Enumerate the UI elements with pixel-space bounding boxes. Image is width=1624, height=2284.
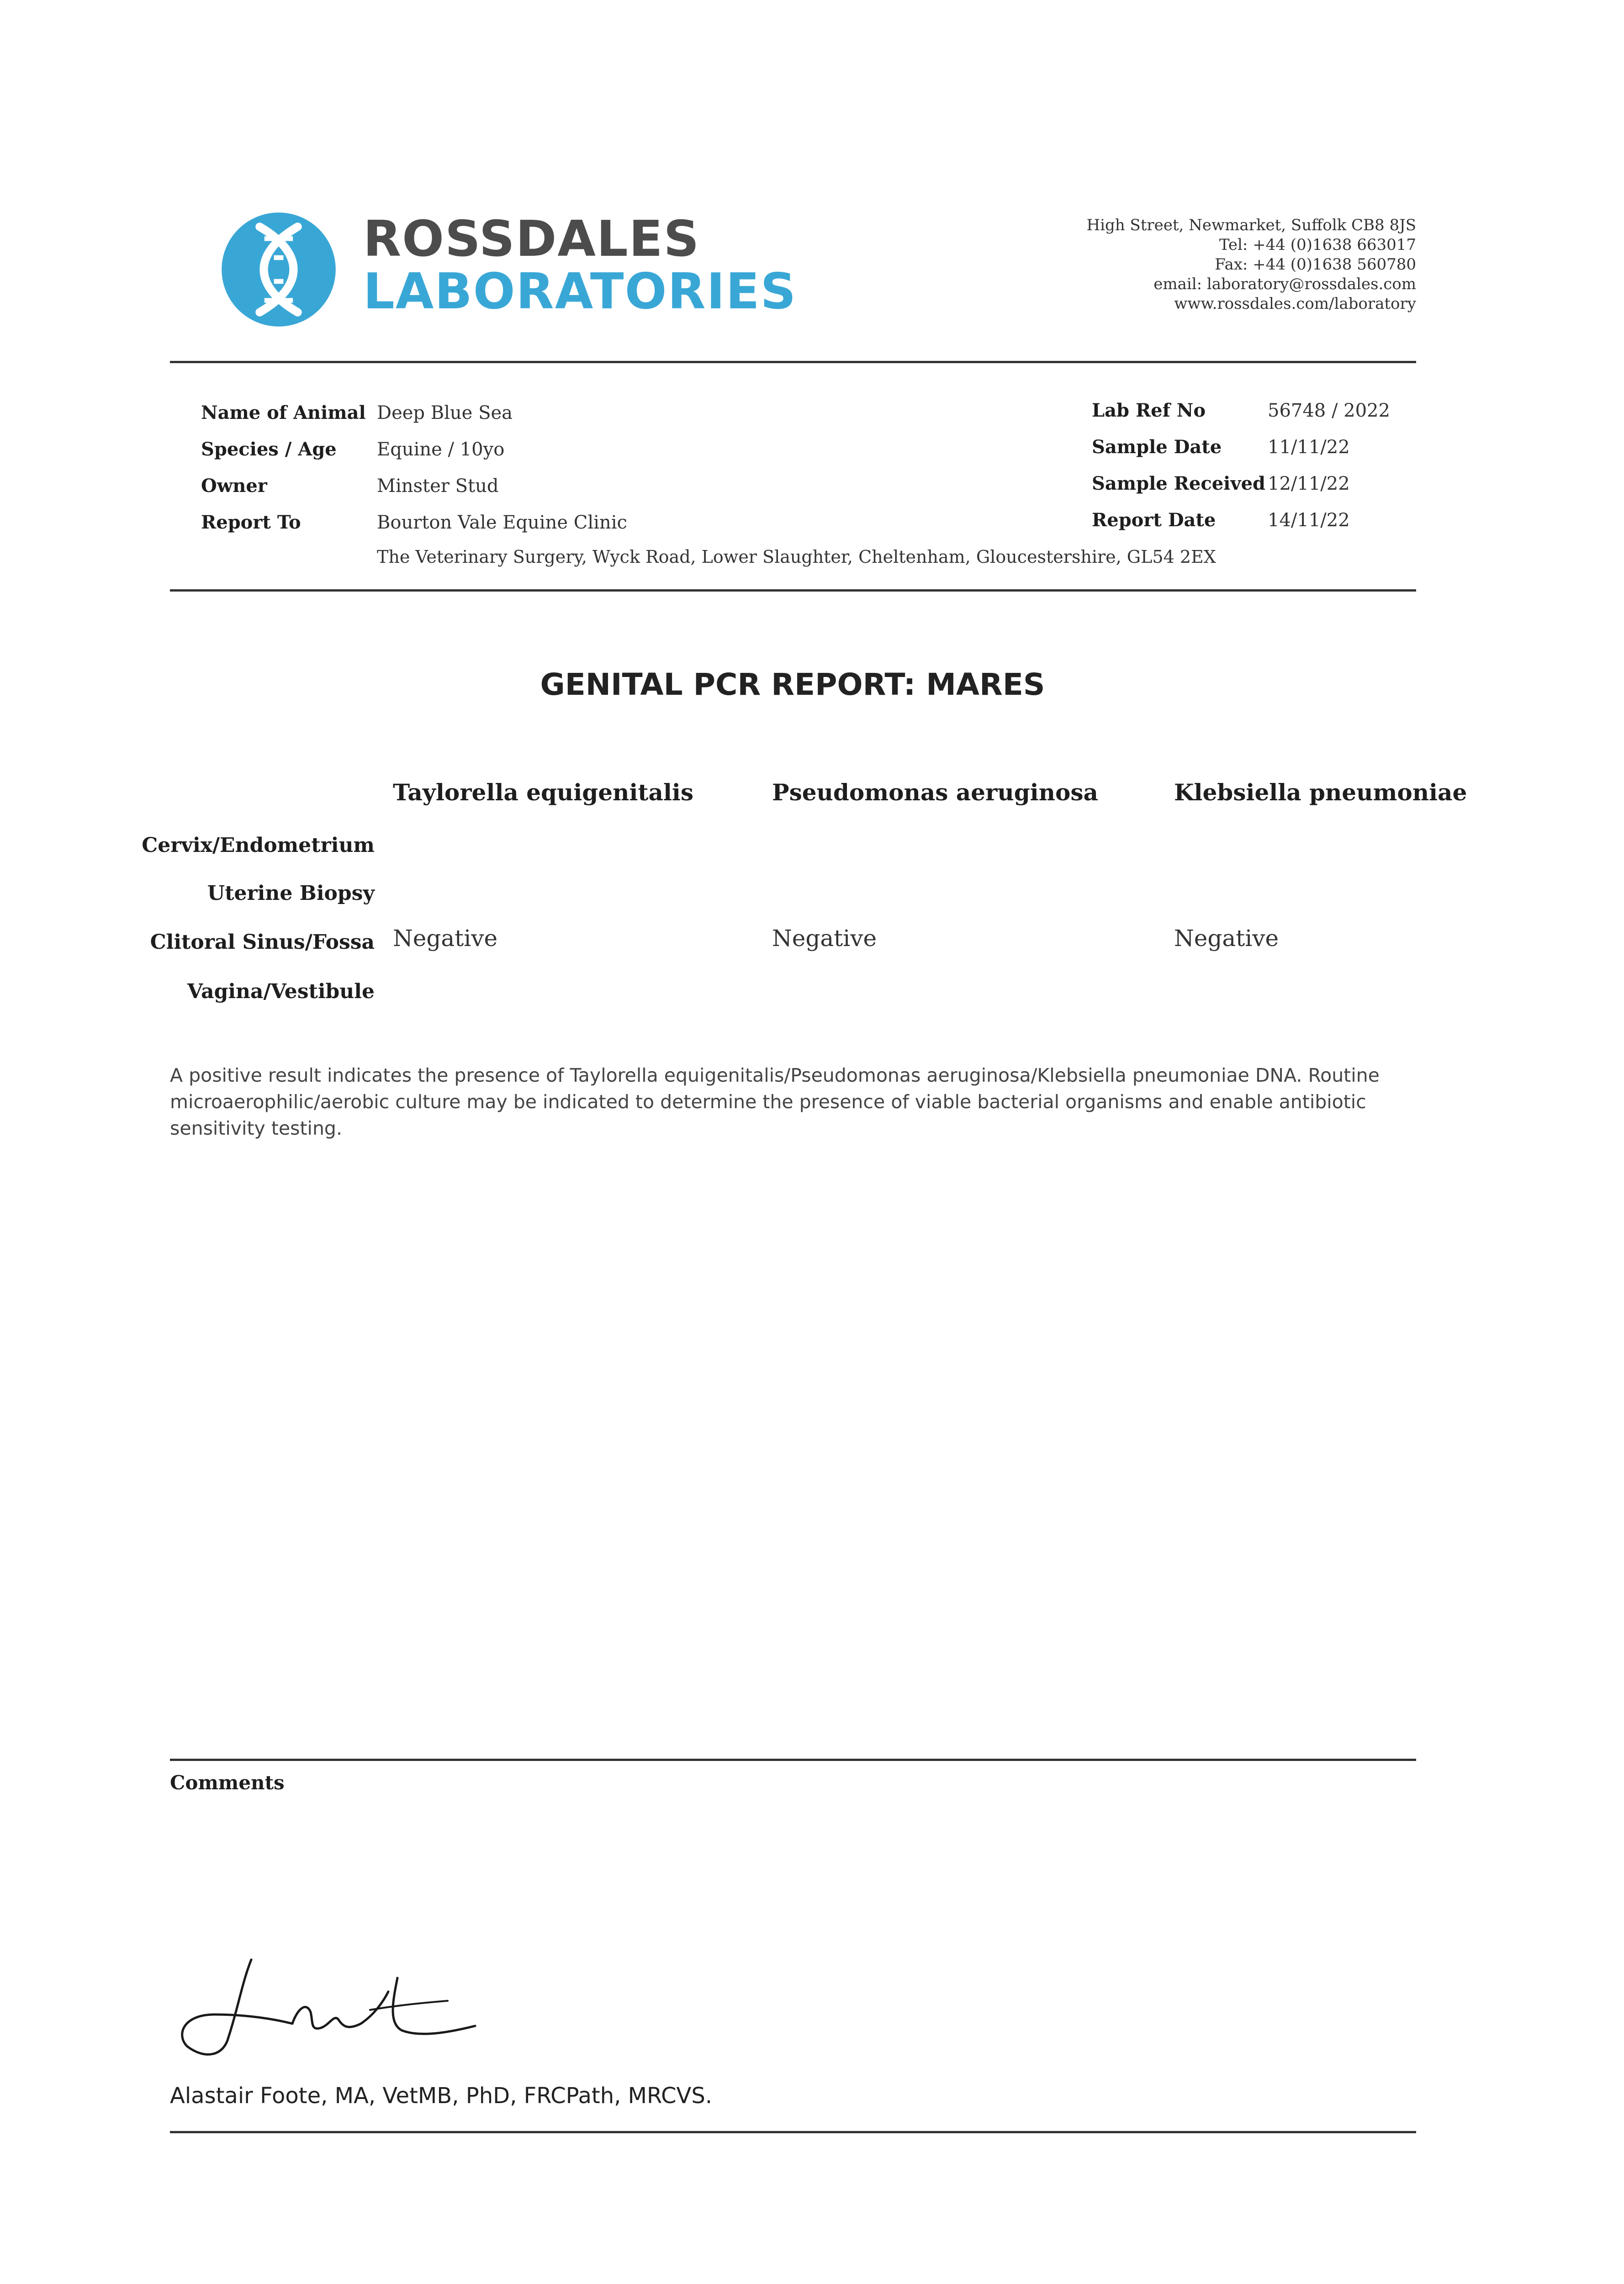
result-cell: Negative [1174, 925, 1279, 952]
email-line: email: laboratory@rossdales.com [1153, 275, 1416, 293]
report-to-label: Report To [201, 512, 301, 533]
phone-line: Tel: +44 (0)1638 663017 [1219, 236, 1416, 254]
row-label: Cervix/Endometrium [142, 834, 375, 857]
name-label: Name of Animal [201, 402, 366, 423]
signature-image [174, 1946, 503, 2069]
report-to-address: The Veterinary Surgery, Wyck Road, Lower Slaughter, Cheltenham, Gloucestershire, GL54 2EX [377, 547, 1216, 567]
sample-date-value: 11/11/22 [1268, 437, 1350, 458]
sample-received-label: Sample Received [1092, 473, 1266, 494]
signatory-name: Alastair Foote, MA, VetMB, PhD, FRCPath, MRCVS. [170, 2083, 713, 2109]
header-divider [170, 361, 1416, 363]
species-value: Equine / 10yo [377, 439, 505, 460]
fax-line: Fax: +44 (0)1638 560780 [1215, 255, 1416, 274]
sample-date-label: Sample Date [1092, 436, 1222, 458]
row-label: Vagina/Vestibule [187, 980, 375, 1003]
column-header: Taylorella equigenitalis [393, 779, 694, 806]
address-line: High Street, Newmarket, Suffolk CB8 8JS [1086, 216, 1416, 234]
result-cell: Negative [393, 925, 498, 952]
owner-value: Minster Stud [377, 476, 499, 497]
column-header: Pseudomonas aeruginosa [772, 779, 1098, 806]
species-label: Species / Age [201, 439, 337, 460]
lab-ref-label: Lab Ref No [1092, 400, 1206, 421]
report-date-label: Report Date [1092, 509, 1216, 531]
logo-wordmark-bottom: LABORATORIES [363, 263, 797, 320]
dna-helix-icon [219, 210, 338, 329]
sample-received-value: 12/11/22 [1268, 473, 1350, 494]
report-title: GENITAL PCR REPORT: MARES [540, 667, 1045, 702]
report-to-value: Bourton Vale Equine Clinic [377, 512, 627, 533]
interpretation-note: A positive result indicates the presence of Taylorella equigenitalis/Pseudomonas aeruginosa/Klebsiella pneumoniae DNA. Routine microaerophilic/aerobic culture may be indicated to determine the presence of viable bacterial organisms and enable antibiotic sensitivity testing. [170, 1064, 1380, 1139]
comments-label: Comments [170, 1771, 285, 1794]
row-label: Uterine Biopsy [207, 882, 375, 905]
owner-label: Owner [201, 475, 267, 497]
website-line: www.rossdales.com/laboratory [1174, 295, 1416, 313]
logo-wordmark-top: ROSSDALES [363, 211, 700, 268]
result-cell: Negative [772, 925, 877, 952]
column-header: Klebsiella pneumoniae [1174, 779, 1467, 806]
lab-address-block [1086, 216, 1416, 314]
info-divider [170, 589, 1416, 592]
row-label: Clitoral Sinus/Fossa [150, 931, 375, 954]
footer-divider [170, 2131, 1416, 2133]
report-date-value: 14/11/22 [1268, 510, 1350, 531]
name-value: Deep Blue Sea [377, 402, 513, 423]
comments-divider [170, 1759, 1416, 1761]
lab-ref-value: 56748 / 2022 [1268, 400, 1390, 421]
